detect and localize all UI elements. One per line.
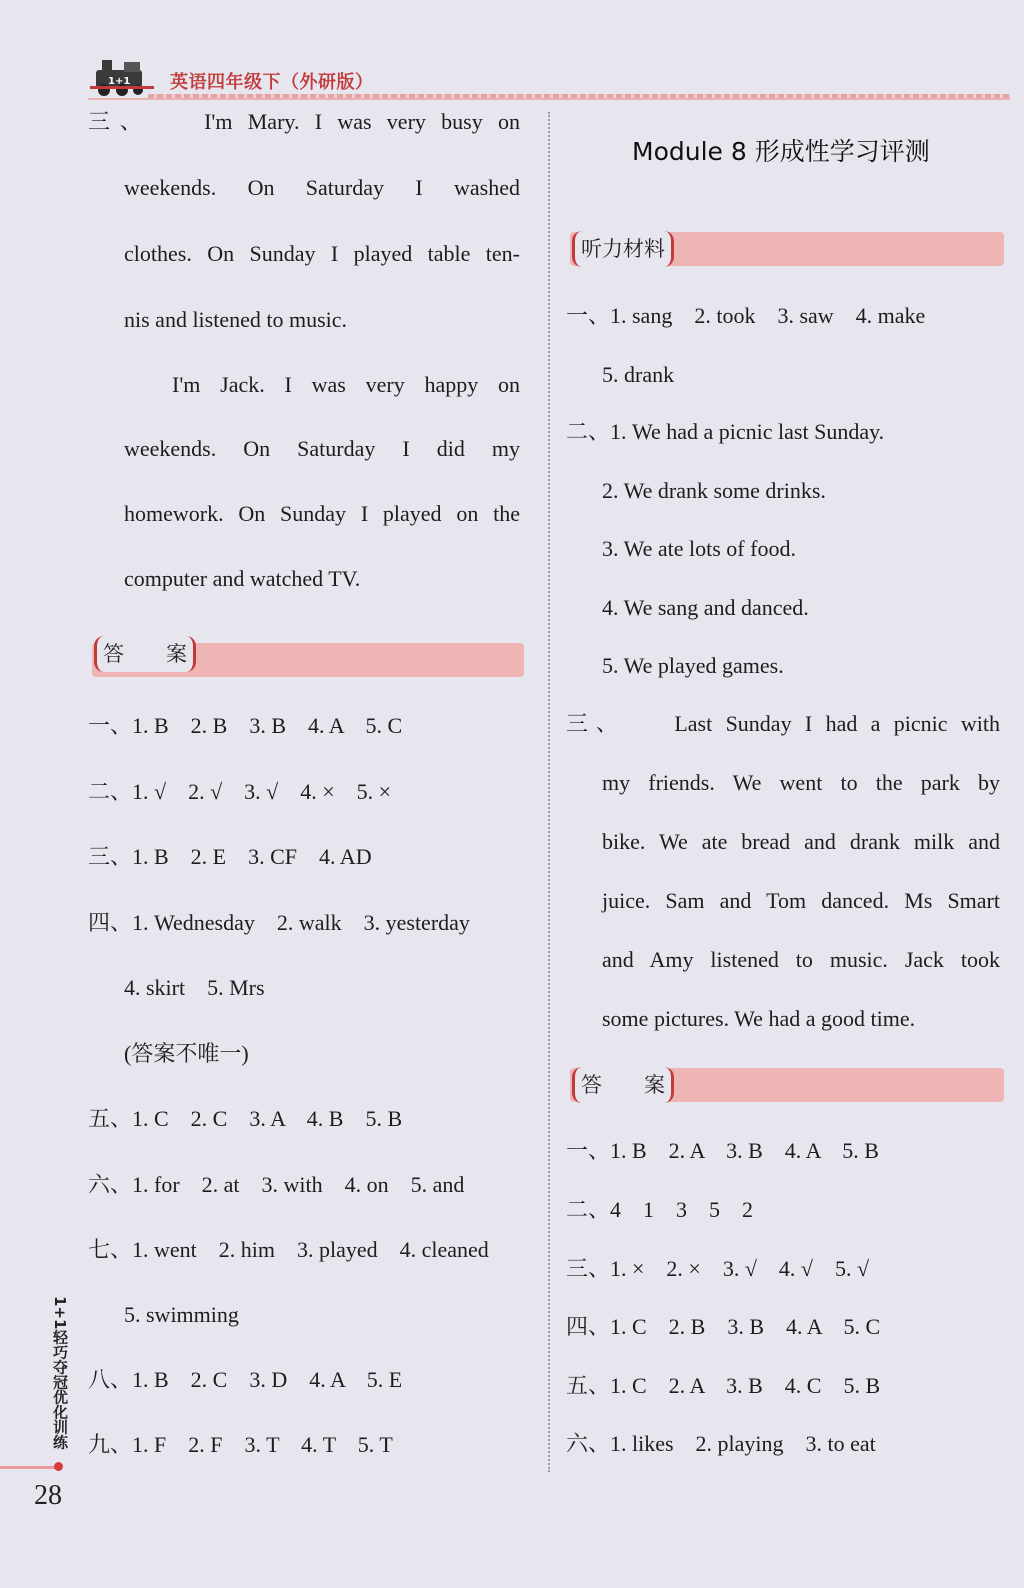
passage-line: nis and listened to music. [124,307,348,332]
listening-line: 一、1. sang 2. took 3. saw 4. make [566,303,926,328]
passage-line: homework. On Sunday I played on the [124,501,520,526]
passage-line: clothes. On Sunday I played table ten- [124,241,520,266]
footer-rule [0,1466,56,1469]
listening-line: 二、1. We had a picnic last Sunday. [566,419,885,444]
series-name: 1+1轻巧夺冠优化训练 [51,1296,69,1450]
passage-line: I'm Jack. I was very happy on [172,372,520,397]
listening-line: 2. We drank some drinks. [602,478,826,503]
listening-line: 5. We played games. [602,653,784,678]
answer-line: 六、1. likes 2. playing 3. to eat [566,1431,876,1456]
header-title: 英语四年级下（外研版） [170,72,374,93]
answer-section-label: 答 案 [572,1067,674,1103]
svg-text:1+1: 1+1 [108,76,131,87]
passage-line: computer and watched TV. [124,566,361,591]
answer-line: 三、1. × 2. × 3. √ 4. √ 5. √ [566,1256,870,1281]
listening-line: 三、 Last Sunday I had a picnic with [566,711,1000,736]
answer-line: 一、1. B 2. B 3. B 4. A 5. C [88,713,403,738]
answer-line: 4. skirt 5. Mrs [124,975,265,1000]
answer-line: 四、1. Wednesday 2. walk 3. yesterday [88,910,470,935]
answer-line: 一、1. B 2. A 3. B 4. A 5. B [566,1138,879,1163]
answer-section-label: 答 案 [94,636,196,672]
column-divider [548,112,550,1472]
listening-section-label: 听力材料 [572,231,674,267]
answer-line: 三、1. B 2. E 3. CF 4. AD [88,844,372,869]
answer-note: (答案不唯一) [124,1041,249,1066]
listening-line: some pictures. We had a good time. [602,1006,916,1031]
module-title: Module 8 形成性学习评测 [632,137,930,166]
passage-line: 三、 I'm Mary. I was very busy on [88,109,520,134]
answer-line: 二、1. √ 2. √ 3. √ 4. × 5. × [88,779,392,804]
answer-line: 5. swimming [124,1302,239,1327]
answer-line: 八、1. B 2. C 3. D 4. A 5. E [88,1367,403,1392]
listening-line: and Amy listened to music. Jack took [602,947,1000,972]
answer-line: 六、1. for 2. at 3. with 4. on 5. and [88,1172,465,1197]
answer-line: 四、1. C 2. B 3. B 4. A 5. C [566,1314,881,1339]
passage-line: weekends. On Saturday I did my [124,436,520,461]
answer-line: 二、4 1 3 5 2 [566,1197,754,1222]
listening-line: bike. We ate bread and drank milk and [602,829,1000,854]
listening-line: 4. We sang and danced. [602,595,809,620]
answer-line: 五、1. C 2. A 3. B 4. C 5. B [566,1373,881,1398]
answer-line: 七、1. went 2. him 3. played 4. cleaned [88,1237,489,1262]
passage-line: weekends. On Saturday I washed [124,175,520,200]
header-underline [88,98,1010,100]
listening-line: 3. We ate lots of food. [602,536,796,561]
answer-line: 五、1. C 2. C 3. A 4. B 5. B [88,1106,403,1131]
listening-line: my friends. We went to the park by [602,770,1000,795]
listening-line: 5. drank [602,362,675,387]
page-number: 28 [34,1480,62,1511]
listening-line: juice. Sam and Tom danced. Ms Smart [602,888,1000,913]
logo-icon [88,52,156,98]
answer-line: 九、1. F 2. F 3. T 4. T 5. T [88,1432,393,1457]
footer-dot [54,1462,63,1471]
